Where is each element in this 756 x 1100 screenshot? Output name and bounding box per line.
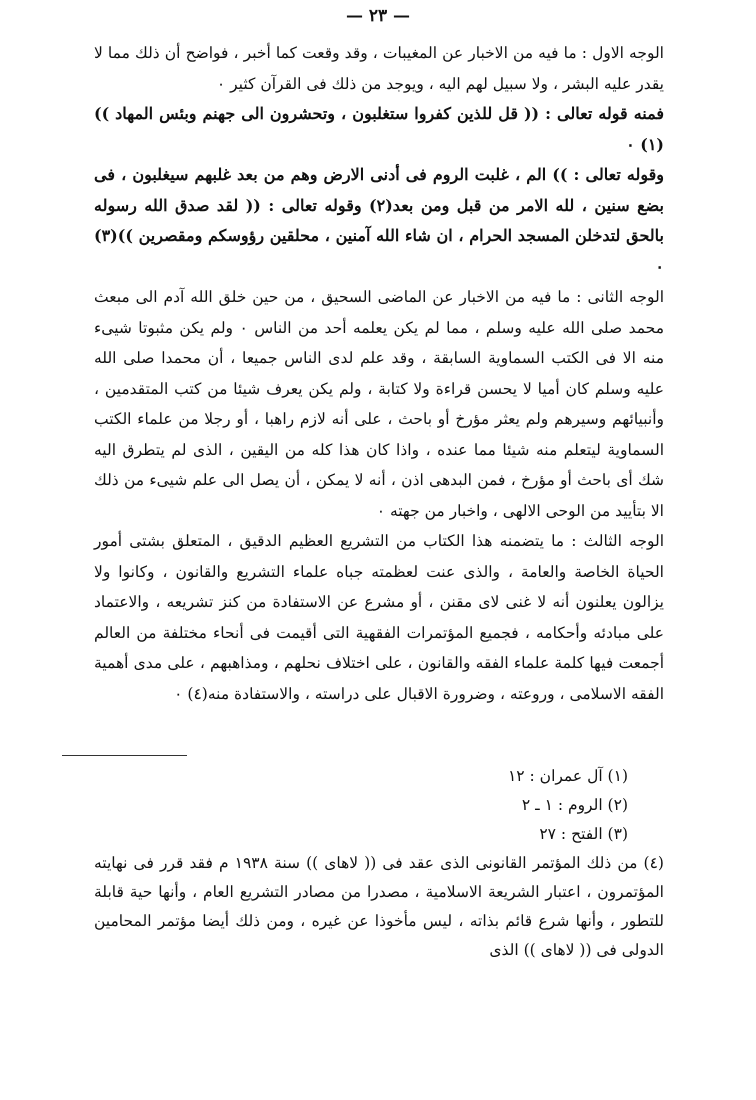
footnote-3: (٣) الفتح : ٢٧ bbox=[539, 825, 628, 843]
footnote-1: (١) آل عمران : ١٢ bbox=[507, 767, 628, 785]
footnote-4: (٤) من ذلك المؤتمر القانونى الذى عقد فى (( لاهاى )) سنة ١٩٣٨ م فقد قرر فى نهايته المؤتمرون ، اعتبار الشريعة الاسلامية ، مصدرا من مصادر التشريع العام ، وأنها حية قابلة للتطور ، وأنها شرع قائم بذاته ، ليس مأخوذا عن غيره ، ومن ذلك أيضا مؤتمر المحامين الدولى فى (( لاهاى )) الذى bbox=[94, 854, 664, 959]
paragraph-third-aspect: الوجه الثالث : ما يتضمنه هذا الكتاب من التشريع العظيم الدقيق ، المتعلق بشتى أمور الحياة الخاصة والعامة ، والذى عنت لعظمته جباه علماء التشريع والقانون ، وكانوا ولا يزالون يعلنون أنه لا غنى لاى مقنن ، أو مشرع عن الاستفادة من كنز تشريعه ، والاعتماد على مبادئه وأحكامه ، فجميع المؤتمرات الفقهية التى أقيمت فى أنحاء مختلفة من العالم أجمعت فيها كلمة علماء الفقه والقانون ، على اختلاف نحلهم ، ومذاهبهم ، على مدى أهمية الفقه الاسلامى ، وروعته ، وضرورة الاقبال على دراسته ، والاستفادة منه(٤) ٠ bbox=[94, 532, 664, 703]
footnotes bbox=[94, 762, 664, 965]
footnote-divider bbox=[62, 755, 187, 756]
paragraph-quote-one: فمنه قوله تعالى : (( قل للذين كفروا ستغلبون ، وتحشرون الى جهنم وبئس المهاد ))(١) ٠ bbox=[94, 104, 664, 154]
main-text bbox=[94, 38, 664, 709]
footnote-2: (٢) الروم : ١ ـ ٢ bbox=[521, 796, 628, 814]
paragraph-first-aspect: الوجه الاول : ما فيه من الاخبار عن المغيبات ، وقد وقعت كما أخبر ، فواضح أن ذلك مما لا يقدر عليه البشر ، ولا سبيل لهم اليه ، ويوجد من ذلك فى القرآن كثير ٠ bbox=[94, 44, 664, 93]
paragraph-quote-two: وقوله تعالى : )) الم ، غلبت الروم فى أدنى الارض وهم من بعد غلبهم سيغلبون ، فى بضع سنين ، لله الامر من قبل ومن بعد(٢) وقوله تعالى : (( لقد صدق الله رسوله بالحق لتدخلن المسجد الحرام ، ان شاء الله آمنين ، محلقين رؤوسكم ومقصرين ))(٣) ٠ bbox=[94, 165, 664, 276]
paragraph-second-aspect: الوجه الثانى : ما فيه من الاخبار عن الماضى السحيق ، من حين خلق الله آدم الى مبعث محمد صلى الله عليه وسلم ، مما لم يكن يعلمه أحد من الناس ٠ ولم يكن مثبوتا شيىء منه الا فى الكتب السماوية السابقة ، وقد علم لدى الناس جميعا ، أن محمدا صلى الله عليه وسلم كان أميا لا يحسن قراءة ولا كتابة ، ولم يكن يعرف شيئا من كتب المتقدمين ، وأنبيائهم وسيرهم ولم يعثر مؤرخ أو باحث ، على أنه لازم راهبا ، أو رجلا من علماء الكتب السماوية ليتعلم منه شيئا مما عنده ، واذا كان هذا كله من اليقين ، الذى لم يتطرق اليه شك أى باحث أو مؤرخ ، فمن البدهى اذن ، أنه لا يمكن ، أن يصل الى علم شيىء من ذلك الا بتأييد من الوحى الالهى ، واخبار من جهته ٠ bbox=[94, 288, 664, 520]
page-number: — ٢٣ — bbox=[345, 6, 411, 26]
